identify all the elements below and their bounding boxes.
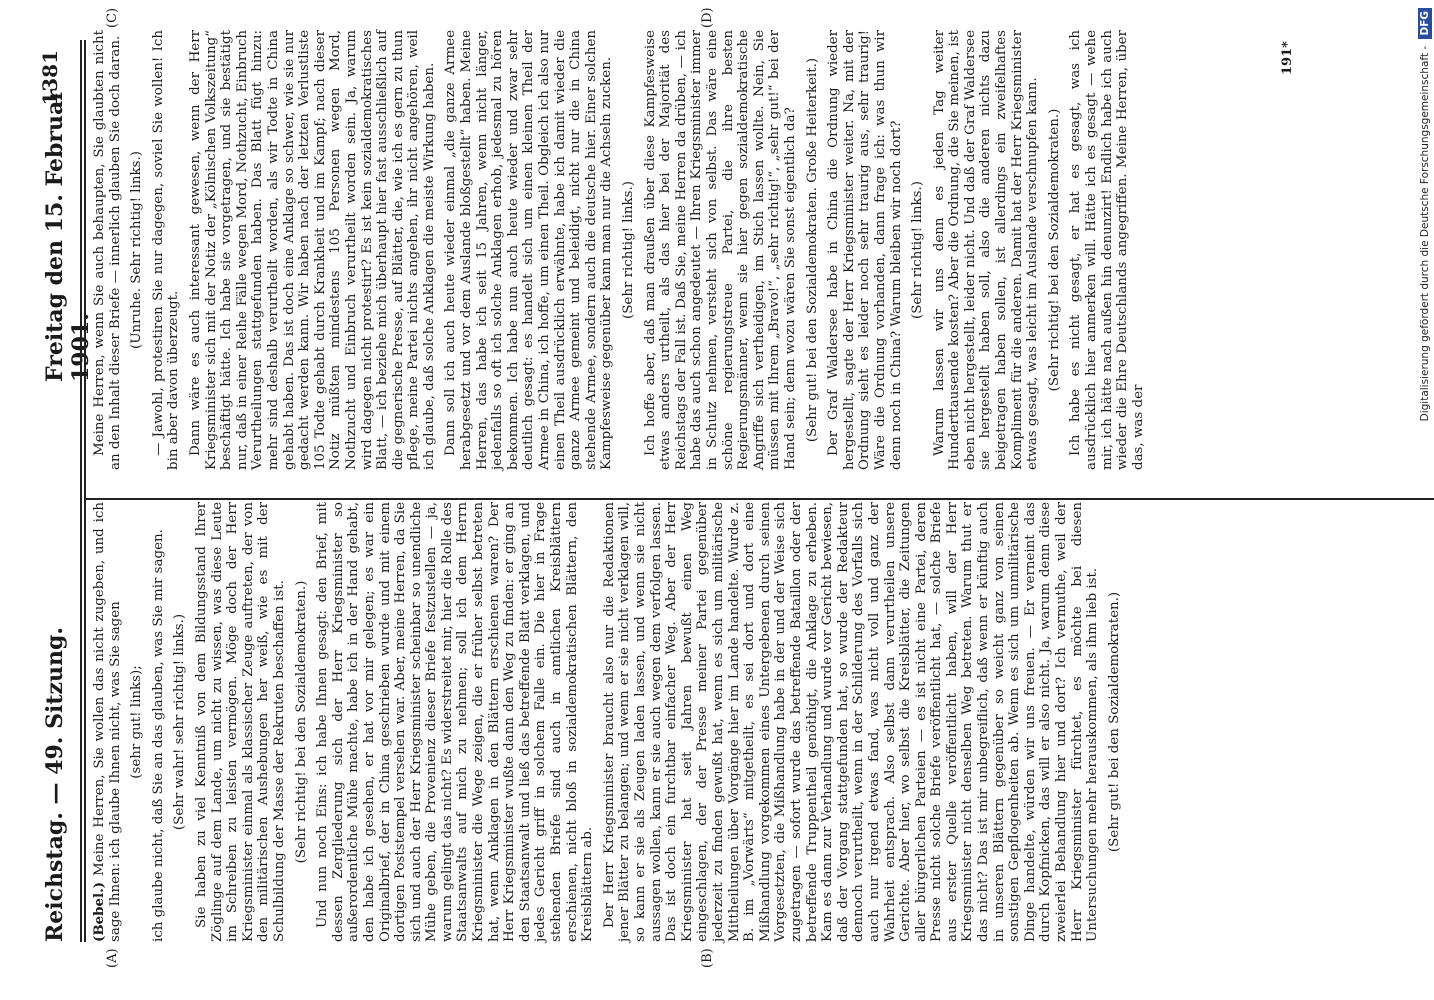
paragraph: Meine Herren, wenn Sie auch behaupten, Sie glaubten nicht an den Inhalt dieser Briefe — innerlich glauben Sie doch daran.: [92, 30, 123, 470]
paragraph: Und nun noch Eins: ich habe Ihnen gesagt: den Brief, mit dessen Zergliederung sich der Herr Kriegsminister so außerordentliche Mühe machte, habe ich in der Hand gehabt, den habe ich gesehen, er hat vor mir gelegen; es war ein Originalbrief, der in China geschrieben wurde und mit einem dortigen Poststempel versehen war. Aber, meine Herren, da Sie sich und auch der Herr Kriegsminister scheinbar so unendliche Mühe geben, die Provenienz dieser Briefe festzustellen — ja, warum gelingt das nicht? Es widerstreitet mir, hier die Rolle des Staatsanwalts auf mich zu nehmen; soll ich dem Herrn Kriegsminister die Wege zeigen, die er früher selbst betreten hat, wenn Anklagen in den Blättern erschienen waren? Der Herr Kriegsminister wußte dann den Weg zu finden: er ging an den Staatsanwalt und ließ das betreffende Blatt verklagen, und jedes Gericht griff in solchem Falle ein. Die hier in Frage stehenden Briefe sind auch in amtlichen Kreisblättern erschienen, nicht bloß in sozialdemokratischen Blättern, den Kreisblättern ab.: [315, 502, 596, 942]
paragraph: Ich habe es nicht gesagt, er hat es gesagt, was ich ausdrücklich hier anmerken will. Hätte ich es gesagt — wehe mir, ich hätte nach außen hin denunzirt! Endlich habe ich auch wieder die Ehre Deutschlands angegriffen. Meine Herren, über das, was der: [1068, 30, 1146, 470]
paragraph: Dann wäre es auch interessant gewesen, wenn der Herr Kriegsminister sich mit der Notiz der „Kölnischen Volkszeitung“ beschäftigt hätte. Ich habe sie vorgetragen, und sie bestätigt nur, daß in einer Reihe Fälle wegen Mord, Nothzucht, Einbruch Verurtheilungen stattgefunden haben. Das Blatt fügt hinzu: mehr sind deshalb verurtheilt worden, als wir Todte in China gehabt haben. Das ist doch eine Anklage so schwer, wie sie nur gedacht werden kann. Wir haben nach der letzten Verlustliste 105 Todte gehabt durch Krankheit und im Kampf; nach dieser Notiz müßten mindestens 105 Personen wegen Mord, Nothzucht und Einbruch verurtheilt worden sein. Ja, warum wird dagegen nicht protestirt? Es ist kein sozialdemokratisches Blatt, — ich beziehe mich überhaupt hier fast ausschließlich auf die gegnerische Presse, auf Blätter, die, wie ich es gern zu thun pflege, meine Partei nichts angehen, ihr nicht angehören, weil ich glaube, daß solche Anklagen die meiste Wirkung haben.: [187, 30, 437, 470]
paragraph: — Jawohl, protestiren Sie nur dagegen, soviel Sie wollen! Ich bin aber davon überzeugt.: [150, 30, 182, 470]
header-left: Reichstag. — 49. Sitzung.: [42, 626, 68, 942]
digitization-notice: [1416, 8, 1434, 992]
left-column: [92, 502, 1128, 942]
margin-marker-b: (B): [700, 948, 715, 968]
remark: (Sehr richtig! links.): [910, 181, 926, 319]
paragraph: Dann soll ich auch heute wieder einmal „die ganze Armee herabgesetzt und vor dem Auslande bloßgestellt“ haben. Meine Herren, das habe ich seit 15 Jahren, wenn nicht länger, jedenfalls so oft ich solche Anklagen erhob, jedesmal zu hören bekommen. Ich habe nun auch heute wieder und zwar sehr deutlich gesagt: es handelt sich um einen kleinen Theil der Armee in China, ich hoffe, um einen Theil. Obgleich ich also nur einen Theil ausdrücklich erwähnte, habe ich damit wieder die ganze Armee gemeint und beleidigt, nicht nur die in China stehende Armee, sondern auch die deutsche hier. Einer solchen Kampfesweise gegenüber kann man nur die Achseln zucken.: [443, 30, 615, 470]
paragraph: Der Graf Waldersee habe in China die Ordnung wieder hergestellt, sagte der Herr Kriegsminister weiter. Na, mit der Ordnung sieht es leider noch sehr traurig aus, sehr traurig! Wäre die Ordnung vorhanden, dann frage ich: was thun wir denn noch in China? Warum bleiben wir noch dort?: [826, 30, 904, 470]
digitization-text: Digitalisierung gefördert durch die Deutsche Forschungsgemeinschaft -: [1419, 45, 1431, 422]
paragraph: ich glaube nicht, daß Sie an das glauben, was Sie mir sagen.: [150, 529, 166, 942]
margin-marker-c: (C): [105, 7, 120, 28]
header-date: Freitag den 15. Februar 1901.: [42, 89, 94, 382]
page-header: [34, 40, 94, 942]
header-rule: [80, 40, 82, 942]
column-separator: [85, 498, 1434, 500]
remark: (Sehr richtig! links.): [621, 181, 636, 319]
remark: (Unruhe. Sehr richtig! links.): [129, 151, 145, 349]
remark: (Sehr richtig! bei den Sozialdemokraten.): [1046, 108, 1062, 392]
remark: (Sehr gut! bei den Sozialdemokraten.): [1106, 591, 1122, 853]
dfg-logo: DFG: [1418, 8, 1432, 39]
margin-marker-a: (A): [105, 948, 120, 968]
header-rule-2: [84, 40, 86, 942]
paragraph: Sie haben zu viel Kenntniß von dem Bildungsstand Ihrer Zöglinge auf dem Lande, um nicht zu wissen, was diese Leute im Schreiben zu leisten vermögen. Möge doch der Herr Kriegsminister einmal als klassischer Zeuge auftreten, der von den militärischen Aushebungen her weiß, wie es mit der Schulbildung der Masse der Rekruten beschaffen ist.: [193, 502, 287, 942]
remark: (Sehr richtig! bei den Sozialdemokraten.): [293, 580, 309, 864]
paragraph: Ich hoffe aber, daß man draußen über diese Kampfesweise etwas anders urtheilt, als das hier bei der Majorität des Reichstags der Fall ist. Daß Sie, meine Herren da drüben, — ich habe das auch schon angedeutet — Ihren Kriegsminister immer in Schutz nehmen, versteht sich von selbst. Das wäre eine schöne regierungstreue Partei, die ihre besten Regierungsmänner, wenn sie hier gegen sozialdemokratische Angriffe sich vertheidigen, im Stich lassen wollte. Nein, Sie müssen mit Ihrem „Bravo!“, „sehr richtig!“, „sehr gut!“ bei der Hand sein; denn wozu wären Sie sonst eigentlich da?: [642, 30, 798, 470]
right-column: [92, 30, 1152, 470]
paragraph: Warum lassen wir uns denn es jeden Tag weiter Hunderttausende kosten? Aber die Ordnung, die Sie meinen, ist eben nicht hergestellt, leider nicht. Und daß der Graf Waldersee sie hergestellt haben soll, also die anderen nichts dazu beigetragen haben sollen, ist allerdings ein zweifelhaftes Kompliment für die anderen. Damit hat der Herr Kriegsminister etwas gesagt, was leicht im Auslande verschnupfen kann.: [931, 30, 1041, 470]
speaker-label: (Bebel.): [91, 881, 107, 942]
footer-number: 191*: [1280, 41, 1295, 75]
margin-marker-d: (D): [700, 7, 715, 28]
paragraph: Meine Herren, Sie wollen das nicht zugeben, und ich sage Ihnen: ich glaube Ihnen nicht, was Sie sagen: [92, 502, 123, 942]
remark: (Sehr gut! bei den Sozialdemokraten. Große Heiterkeit.): [804, 57, 820, 443]
header-page-number: 1381: [38, 50, 62, 106]
remark: (sehr gut! links);: [129, 665, 145, 779]
paragraph: Der Herr Kriegsminister braucht also nur die Redaktionen jener Blätter zu belangen; und wenn er sie nicht verklagen will, so kann er sie als Zeugen laden lassen, und wenn sie nicht aussagen wollen, kann er sie auch wegen dem verfolgen lassen. Das ist doch ein furchtbar einfacher Weg. Aber der Herr Kriegsminister hat seit Jahren bewußt einen Weg eingeschlagen, der der Presse meiner Partei gegenüber jederzeit zu finden gewußt hat, wenn es sich um militärische Mittheilungen über Vorgänge hier im Lande handelte. Wurde z. B. im „Vorwärts“ mitgetheilt, es sei dort und dort eine Mißhandlung vorgekommen eines Untergebenen durch seinen Vorgesetzten, die Mißhandlung habe in der und der Weise sich zugetragen — sofort wurde das betreffende Bataillon oder der betreffende Truppentheil genöthigt, die Anklage zu erheben. Kam es dann zur Verhandlung und wurde vor Gericht bewiesen, daß der Vorgang stattgefunden hat, so wurde der Redakteur dennoch verurtheilt, wenn in der Schilderung des Vorfalls sich auch nur irgend etwas fand, was nicht voll und ganz der Wahrheit entsprach. Also selbst dann verurtheilen unsere Gerichte. Aber hier, wo selbst die Kreisblätter, die Zeitungen aller bürgerlichen Parteien — es ist nicht eine Partei, deren Presse nicht solche Briefe veröffentlicht hat, — solche Briefe aus erster Quelle veröffentlicht haben, will der Herr Kriegsminister nicht denselben Weg betreten. Warum thut er das nicht? Das ist mir unbegreiflich, daß wenn er künftig auch in unseren Blättern gegenüber so weicht ganz von seinen sonstigen Gepflogenheiten ab. Wenn es sich um unmilitärische Dinge handelte, würden wir uns freuen. — Er verneint das durch Kopfnicken, das will er also nicht. Ja, warum denn diese zweierlei Behandlung hier und dort? Ich vermuthe, weil der Herr Kriegsminister fürchtet, es möchte bei diesen Untersuchungen mehr herauskommen, als ihm lieb ist.: [601, 502, 1101, 942]
remark: (Sehr wahr! sehr richtig! links.): [172, 613, 188, 831]
